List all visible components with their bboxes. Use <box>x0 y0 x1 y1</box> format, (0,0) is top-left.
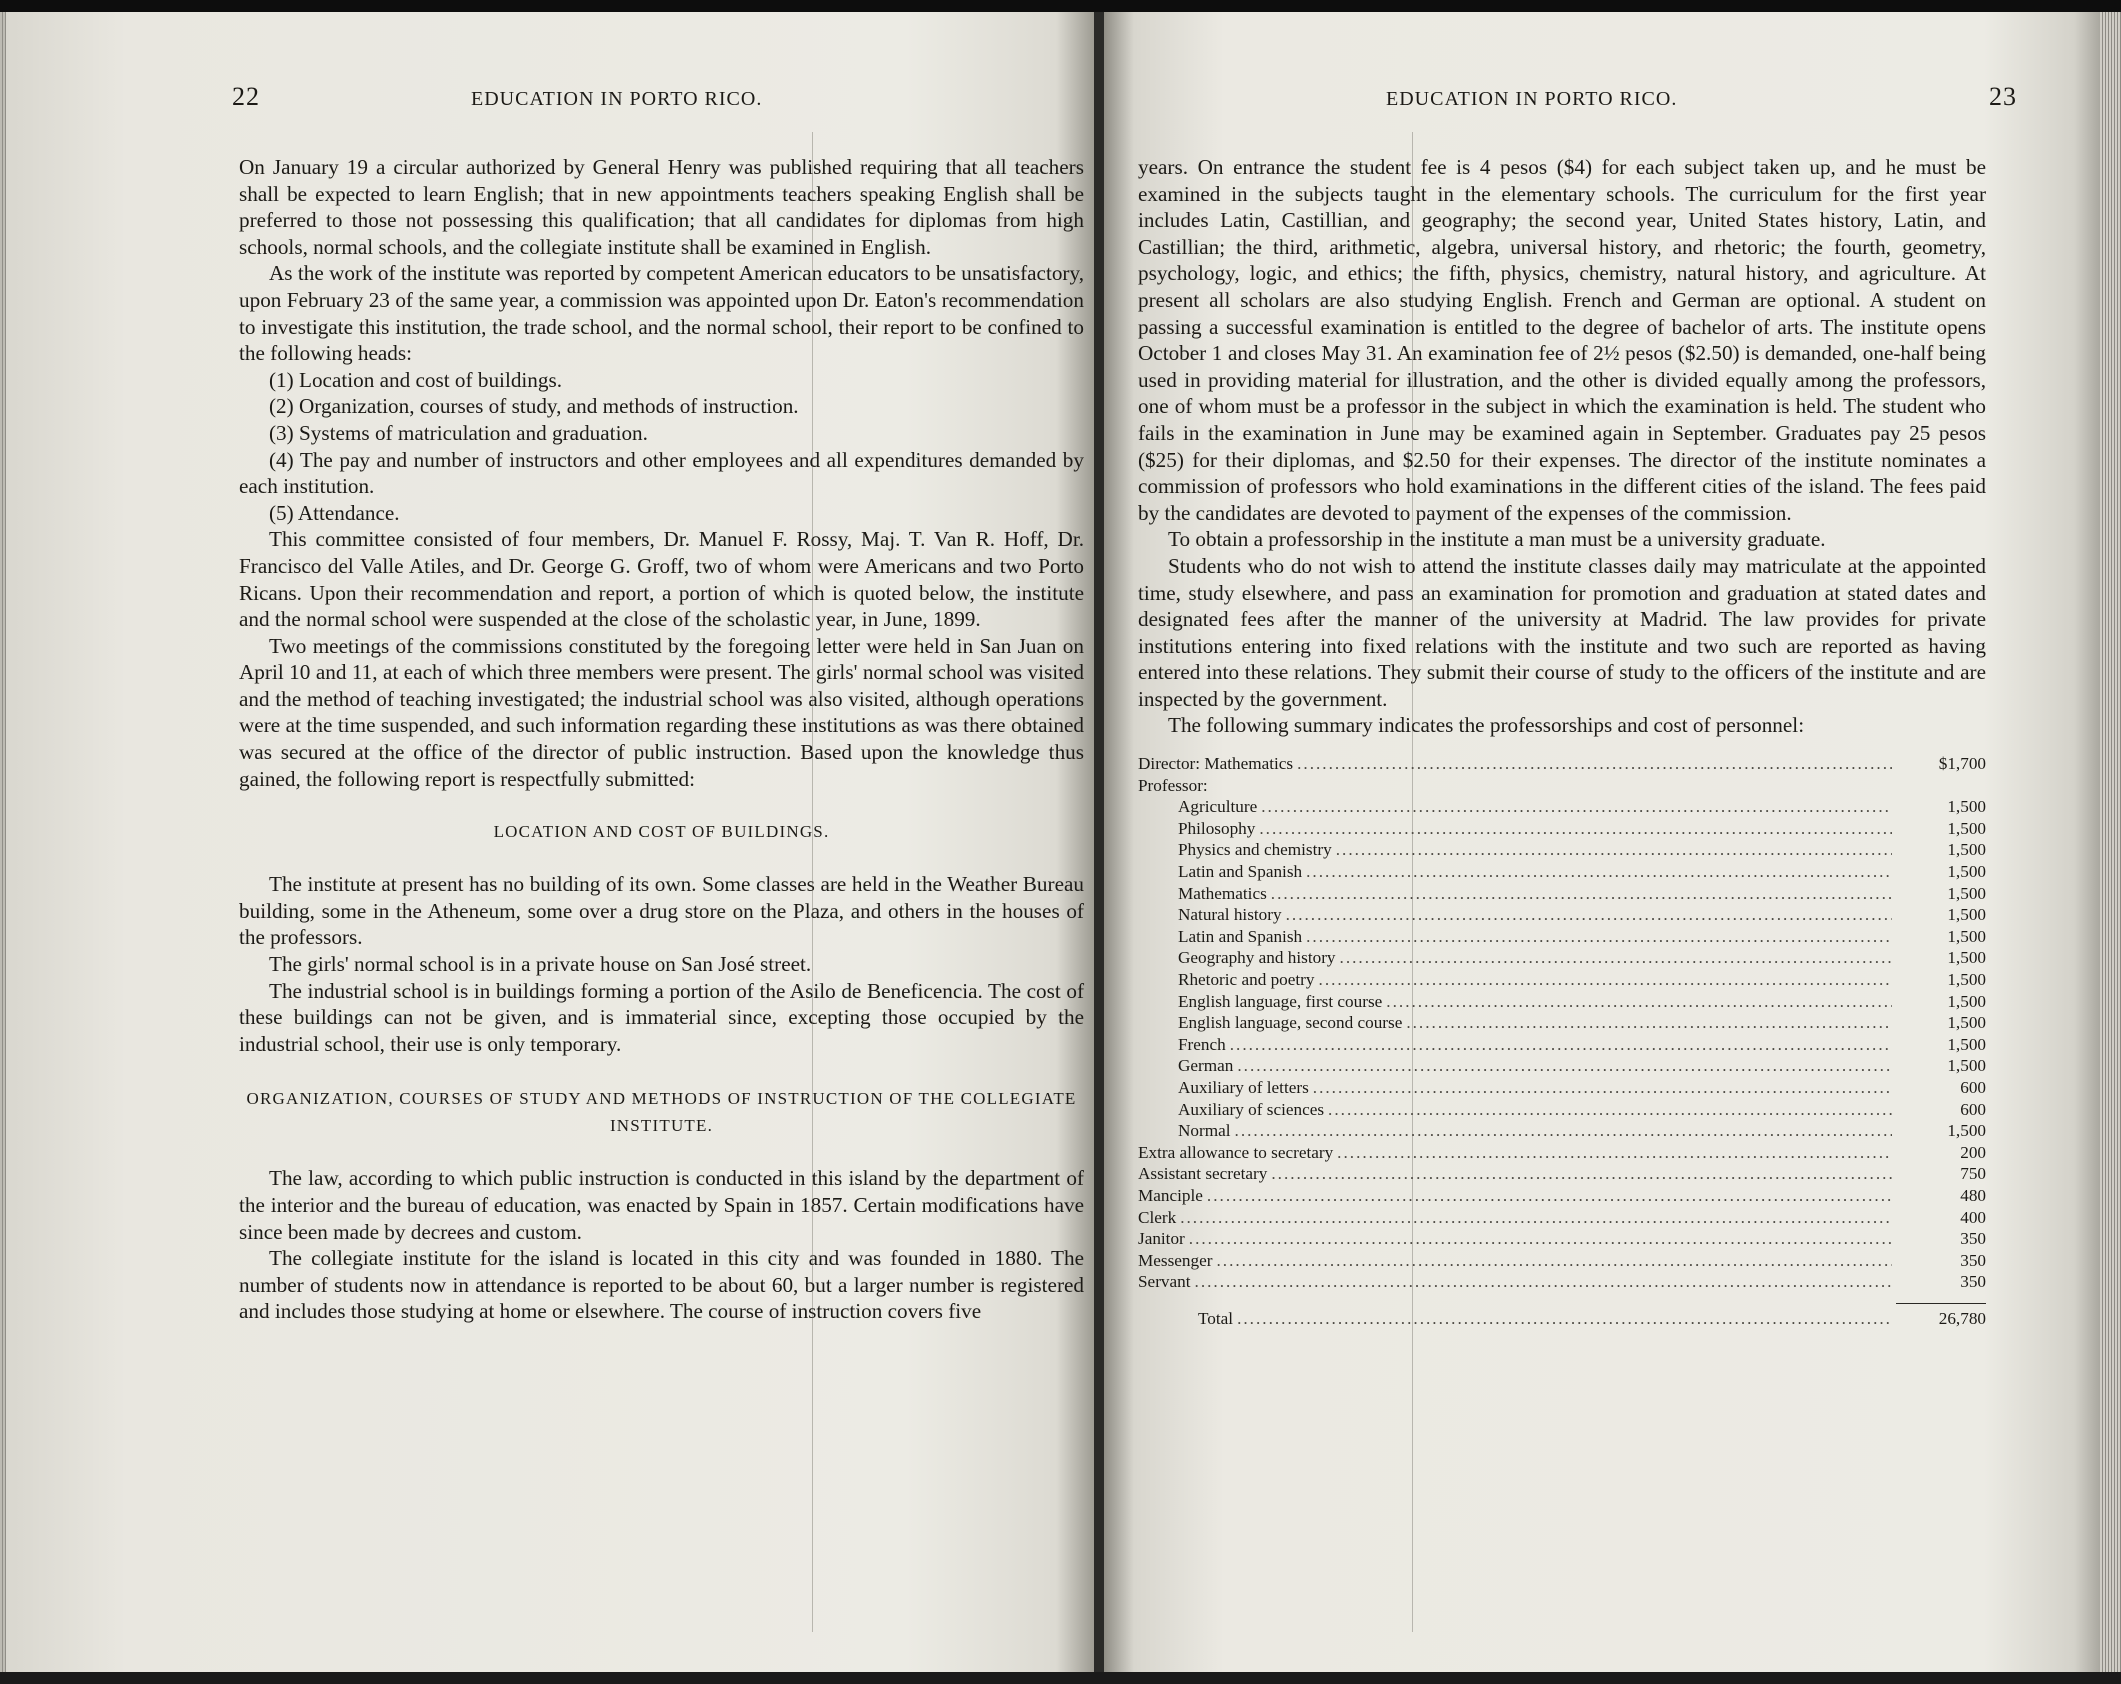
table-row <box>1138 1012 1986 1034</box>
table-row <box>1138 926 1986 948</box>
row-label: Auxiliary of sciences <box>1178 1099 1325 1119</box>
paragraph: On January 19 a circular authorized by General Henry was published requiring that all teachers shall be expected to learn English; that in new appointments teachers speaking English shall be preferred to those not possessing this qualification; that all candidates for diplomas from high schools, normal schools, and the collegiate institute shall be examined in English. <box>239 155 1084 259</box>
leader-dots <box>1261 796 1892 818</box>
row-label: Director: Mathematics <box>1138 754 1294 774</box>
leader-dots <box>1297 753 1892 775</box>
row-label: Natural history <box>1178 905 1282 925</box>
paragraph: The industrial school is in buildings forming a portion of the Asilo de Beneficencia. The cost of these buildings can not be given, and is immaterial since, excepting those occupied by the industrial school, their use is only temporary. <box>239 978 1084 1056</box>
list-item: (5) Attendance. <box>269 500 400 525</box>
leader-dots <box>1216 1250 1892 1272</box>
row-amount: 480 <box>1960 1185 1986 1205</box>
list-item: (3) Systems of matriculation and graduation. <box>269 420 648 445</box>
table-row <box>1138 1055 1986 1077</box>
row-amount: 750 <box>1960 1164 1986 1184</box>
table-row <box>1138 753 1986 775</box>
table-row <box>1138 1120 1986 1142</box>
book-page-edges-right <box>2100 12 2121 1672</box>
row-amount: $1,700 <box>1938 754 1986 774</box>
table-row <box>1138 1142 1986 1164</box>
paragraph: The girls' normal school is in a private house on San José street. <box>269 952 812 977</box>
paragraph: This committee consisted of four members, Dr. Manuel F. Rossy, Maj. T. Van R. Hoff, Dr. Francisco del Valle Atiles, and Dr. George G. Groff, two of whom were Americans and two Porto Ricans. Upon their recommendation and report, a portion of which is quoted below, the institute and the normal school were suspended at the close of the scholastic year, in June, 1899. <box>239 527 1084 632</box>
row-label: Servant <box>1138 1272 1191 1292</box>
row-amount: 1,500 <box>1947 840 1986 860</box>
row-label: Physics and chemistry <box>1178 840 1332 860</box>
row-label: Assistant secretary <box>1138 1164 1268 1184</box>
table-row <box>1138 1099 1986 1121</box>
row-label: Normal <box>1178 1121 1231 1141</box>
leader-dots <box>1406 1012 1892 1034</box>
leader-dots <box>1340 947 1892 969</box>
paragraph: The following summary indicates the professorships and cost of personnel: <box>1168 713 1805 738</box>
leader-dots <box>1306 861 1892 883</box>
section-heading: ORGANIZATION, COURSES OF STUDY AND METHODS OF INSTRUCTION OF THE COLLEGIATE INSTITUTE. <box>246 1089 1077 1136</box>
row-amount: 1,500 <box>1947 1121 1986 1141</box>
row-amount: 1,500 <box>1947 991 1986 1011</box>
total-label: Total <box>1198 1308 1234 1328</box>
running-head-title-right: EDUCATION IN PORTO RICO. <box>1386 88 1678 110</box>
row-label: Mathematics <box>1178 883 1267 903</box>
running-head-title-left: EDUCATION IN PORTO RICO. <box>471 88 763 110</box>
row-label: Clerk <box>1138 1207 1177 1227</box>
column-rule <box>1412 132 1413 1632</box>
table-row <box>1138 839 1986 861</box>
column-rule <box>812 132 813 1632</box>
total-rule <box>1896 1303 1986 1304</box>
leader-dots <box>1189 1228 1892 1250</box>
paragraph: The law, according to which public instruction is conducted in this island by the department of the interior and the bureau of education, was enacted by Spain in 1857. Certain modifications have since been made by decrees and custom. <box>239 1166 1084 1244</box>
row-amount: 1,500 <box>1947 883 1986 903</box>
table-row <box>1138 1163 1986 1185</box>
leader-dots <box>1337 1142 1892 1164</box>
leader-dots <box>1235 1120 1892 1142</box>
table-row <box>1138 1207 1986 1229</box>
table-row <box>1138 883 1986 905</box>
left-page-text-column <box>239 154 1084 1325</box>
row-amount: 350 <box>1960 1250 1986 1270</box>
row-label: Latin and Spanish <box>1178 926 1303 946</box>
table-row <box>1138 1185 1986 1207</box>
left-page <box>6 12 1096 1672</box>
leader-dots <box>1230 1034 1892 1056</box>
leader-dots <box>1271 883 1892 905</box>
table-row <box>1138 796 1986 818</box>
row-amount: 350 <box>1960 1272 1986 1292</box>
table-row <box>1138 991 1986 1013</box>
row-amount: 1,500 <box>1947 1013 1986 1033</box>
row-label: Auxiliary of letters <box>1178 1077 1309 1097</box>
paragraph: The collegiate institute for the island is located in this city and was founded in 1880. The number of students now in attendance is reported to be about 60, but a larger number is registered and includes those studying at home or elsewhere. The course of instruction covers five <box>239 1246 1084 1324</box>
leader-dots <box>1319 969 1892 991</box>
right-page-text-column <box>1138 154 1986 1330</box>
row-label: French <box>1178 1034 1226 1054</box>
leader-dots <box>1180 1207 1892 1229</box>
paragraph: Two meetings of the commissions constituted by the foregoing letter were held in San Juan on April 10 and 11, at each of which three members were present. The girls' normal school was visited and the method of teaching investigated; the industrial school was also visited, although operations were at the time suspended, and such information regarding these institutions as was there obtained was secured at the office of the director of public instruction. Based upon the knowledge thus gained, the following report is respectfully submitted: <box>239 633 1084 791</box>
row-amount: 1,500 <box>1947 970 1986 989</box>
leader-dots <box>1306 926 1892 948</box>
leader-dots <box>1336 839 1892 861</box>
row-label: Latin and Spanish <box>1178 862 1303 882</box>
row-label: Philosophy <box>1178 818 1256 838</box>
paragraph: As the work of the institute was reported by competent American educators to be unsatisfactory, upon February 23 of the same year, a commission was appointed upon Dr. Eaton's recommendation to investigate this institution, the trade school, and the normal school, their report to be confined to the following heads: <box>239 261 1084 366</box>
table-row <box>1138 1228 1986 1250</box>
row-label: Professor: <box>1138 775 1208 795</box>
total-amount: 26,780 <box>1938 1308 1986 1328</box>
row-amount: 1,500 <box>1947 862 1986 882</box>
list-item: (4) The pay and number of instructors and other employees and all expenditures demanded by each institution. <box>239 447 1084 499</box>
paragraph: To obtain a professorship in the institute a man must be a university graduate. <box>1168 527 1826 552</box>
row-amount: 200 <box>1960 1142 1986 1162</box>
leader-dots <box>1313 1077 1892 1099</box>
scan-edge-top <box>0 0 2121 12</box>
table-row <box>1138 904 1986 926</box>
paragraph: Students who do not wish to attend the institute classes daily may matriculate at the appointed time, study elsewhere, and pass an examination for promotion and graduation at stated dates and designated fees after the manner of the university at Madrid. The law provides for private institutions entering into fixed relations with the institute and two such are reported as having entered into these relations. They submit their course of study to the officers of the institute and are inspected by the government. <box>1138 553 1986 711</box>
table-row <box>1138 818 1986 840</box>
table-row <box>1138 1250 1986 1272</box>
row-label: Janitor <box>1138 1229 1185 1249</box>
leader-dots <box>1386 991 1892 1013</box>
table-row <box>1138 947 1986 969</box>
page-number-right: 23 <box>1989 82 2017 111</box>
row-amount: 1,500 <box>1947 926 1986 946</box>
table-row <box>1138 1077 1986 1099</box>
leader-dots <box>1259 818 1892 840</box>
table-row-total <box>1138 1308 1986 1330</box>
row-amount: 1,500 <box>1947 948 1986 968</box>
row-label: Rhetoric and poetry <box>1178 970 1315 989</box>
row-amount: 1,500 <box>1947 905 1986 925</box>
leader-dots <box>1207 1185 1892 1207</box>
leader-dots <box>1237 1055 1892 1077</box>
row-label: Agriculture <box>1178 797 1258 817</box>
row-label: Extra allowance to secretary <box>1138 1142 1334 1162</box>
row-label: English language, first course <box>1178 991 1383 1011</box>
table-row <box>1138 1271 1986 1293</box>
table-row <box>1138 969 1986 991</box>
section-heading: LOCATION AND COST OF BUILDINGS. <box>493 822 830 842</box>
row-label: Messenger <box>1138 1250 1213 1270</box>
row-label: German <box>1178 1056 1234 1076</box>
row-amount: 1,500 <box>1947 1056 1986 1076</box>
table-row <box>1138 775 1986 797</box>
paragraph: The institute at present has no building of its own. Some classes are held in the Weather Bureau building, some in the Atheneum, some over a drug store on the Plaza, and others in the houses of the professors. <box>239 872 1084 950</box>
table-row <box>1138 861 1986 883</box>
row-amount: 350 <box>1960 1229 1986 1249</box>
row-label: Manciple <box>1138 1185 1203 1205</box>
leader-dots <box>1237 1308 1892 1330</box>
personnel-cost-table <box>1138 753 1986 1329</box>
row-amount: 1,500 <box>1947 1034 1986 1054</box>
row-amount: 1,500 <box>1947 797 1986 817</box>
row-amount: 600 <box>1960 1099 1986 1119</box>
list-item: (1) Location and cost of buildings. <box>269 367 563 392</box>
table-row <box>1138 1034 1986 1056</box>
leader-dots <box>1271 1163 1892 1185</box>
right-page <box>1104 12 2104 1672</box>
row-amount: 1,500 <box>1947 818 1986 838</box>
row-label: Geography and history <box>1178 948 1336 968</box>
paragraph: years. On entrance the student fee is 4 pesos ($4) for each subject taken up, and he must be examined in the subjects taught in the elementary schools. The curriculum for the first year includes Latin, Castillian, and geography; the second year, United States history, Latin, and Castillian; the third, arithmetic, algebra, universal history, and rhetoric; the fourth, geometry, psychology, logic, and ethics; the fifth, physics, chemistry, natural history, and agriculture. At present all scholars are also studying English. French and German are optional. A student on passing a successful examination is entitled to the degree of bachelor of arts. The institute opens October 1 and closes May 31. An examination fee of 2½ pesos ($2.50) is demanded, one-half being used in providing material for illustration, and the other is divided equally among the professors, one of whom must be a professor in the subject in which the examination is held. The student who fails in the examination in June may be examined again in September. Graduates pay 25 pesos ($25) for their diplomas, and $2.50 for their expenses. The director of the institute nominates a commission of professors who hold examinations in the different cities of the island. The fees paid by the candidates are devoted to payment of the expenses of the commission. <box>1138 155 1986 525</box>
row-amount: 400 <box>1960 1207 1986 1227</box>
leader-dots <box>1286 904 1892 926</box>
page-number-left: 22 <box>232 82 260 111</box>
leader-dots <box>1195 1271 1892 1293</box>
row-amount: 600 <box>1960 1077 1986 1097</box>
list-item: (2) Organization, courses of study, and methods of instruction. <box>269 394 799 419</box>
row-label: English language, second course <box>1178 1013 1403 1033</box>
